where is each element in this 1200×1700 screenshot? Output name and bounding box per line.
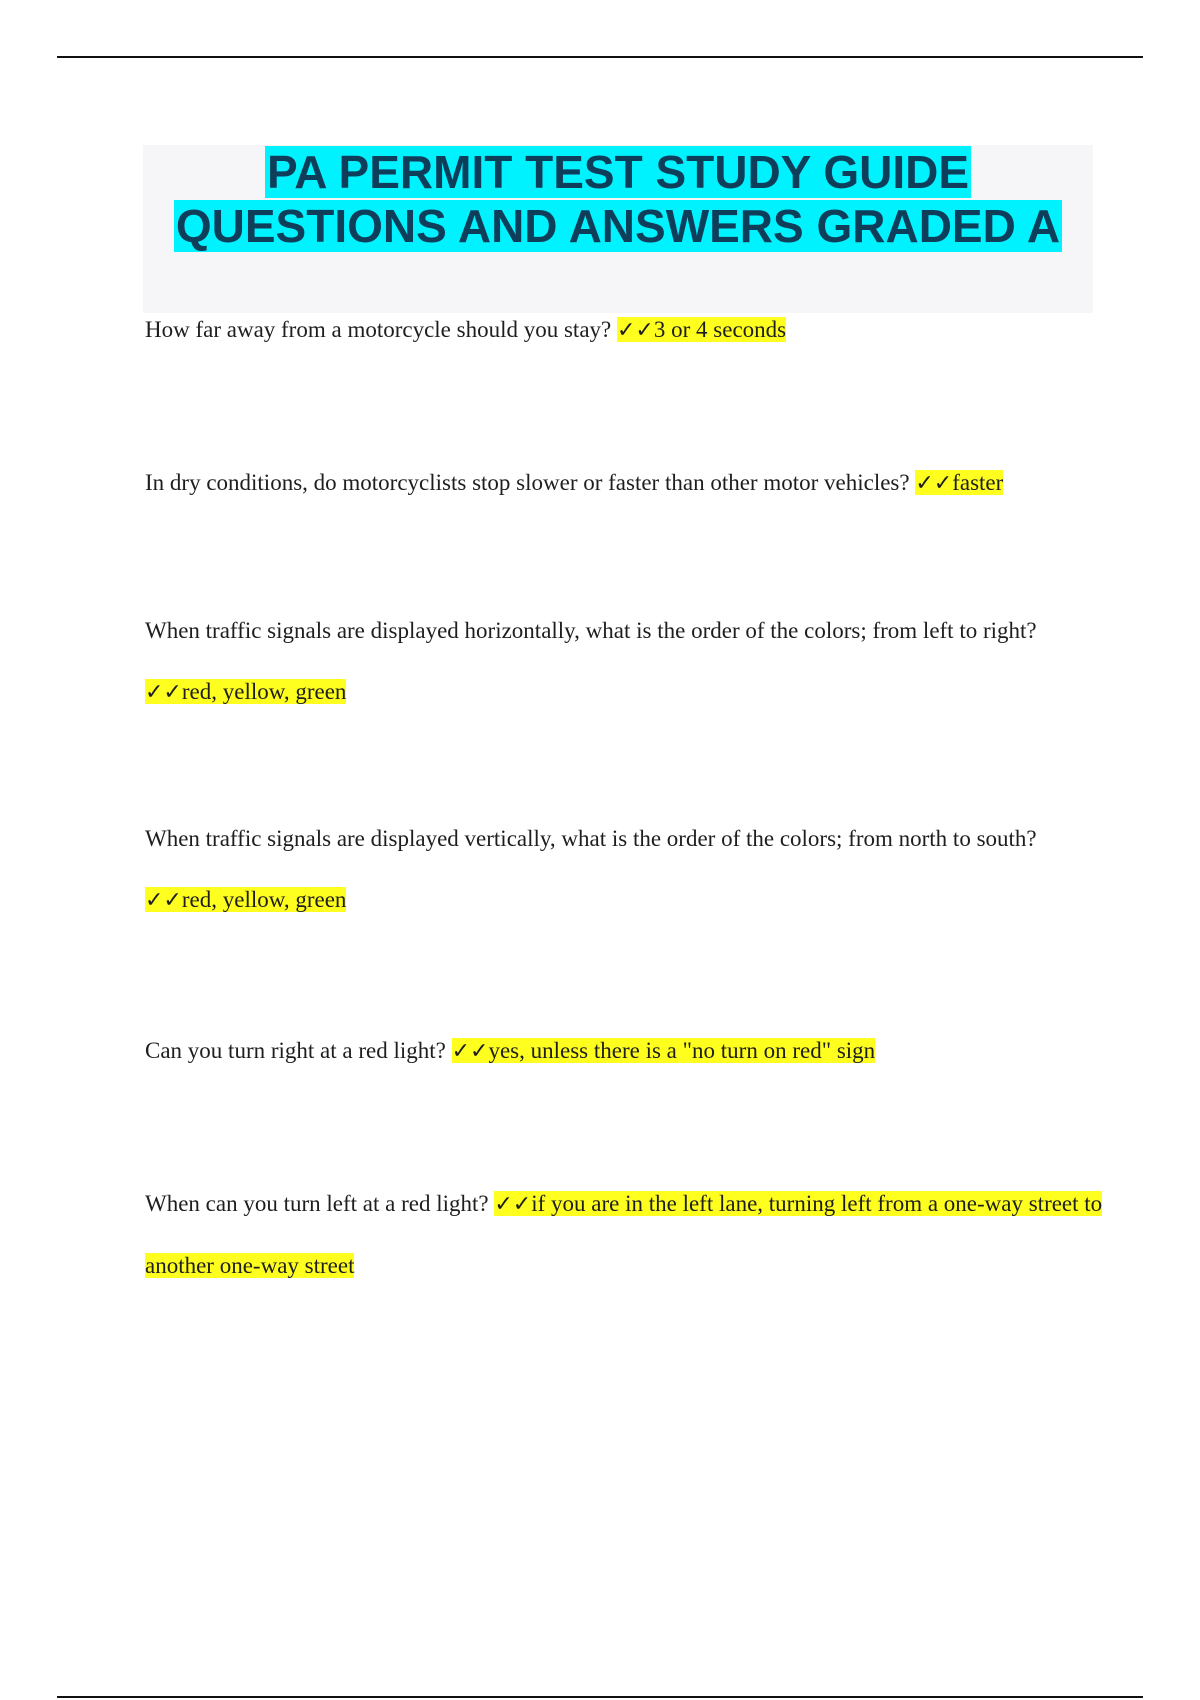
qa-item-3: [145, 600, 1105, 723]
title-block: [143, 145, 1093, 313]
answer-highlight: [915, 470, 1003, 495]
question-text: When traffic signals are displayed horizontally, what is the order of the colors; from left to right?: [145, 618, 1037, 643]
answer-text: 3 or 4 seconds: [653, 317, 787, 342]
qa-item-4: [145, 808, 1105, 931]
answer-highlight: [452, 1038, 876, 1063]
question-text: How far away from a motorcycle should you stay?: [145, 317, 617, 342]
answer-text: yes, unless there is a "no turn on red" sign: [488, 1038, 876, 1063]
check-mark-icon: ✓✓: [451, 1039, 489, 1064]
top-rule: [57, 56, 1143, 58]
check-mark-icon: ✓✓: [145, 888, 182, 913]
check-mark-icon: ✓✓: [494, 1192, 532, 1217]
answer-highlight: [145, 679, 346, 704]
check-mark-icon: ✓✓: [915, 471, 953, 496]
check-mark-icon: ✓✓: [617, 318, 654, 343]
qa-item-6: [145, 1173, 1105, 1296]
question-text: Can you turn right at a red light?: [145, 1038, 452, 1063]
bottom-rule: [57, 1696, 1143, 1698]
answer-text: if you are in the left lane, turning left from a one-way street to another one-way street: [145, 1191, 1103, 1278]
answer-text: red, yellow, green: [181, 887, 347, 912]
title-line-2: QUESTIONS AND ANSWERS GRADED A: [175, 200, 1061, 252]
qa-item-1: [145, 299, 1105, 361]
question-text: In dry conditions, do motorcyclists stop slower or faster than other motor vehicles?: [145, 470, 916, 495]
question-text: When traffic signals are displayed vertically, what is the order of the colors; from north to south?: [145, 826, 1037, 851]
answer-highlight: [145, 887, 346, 912]
qa-item-5: [145, 1020, 1105, 1082]
document-title: [143, 145, 1093, 253]
answer-text: faster: [952, 470, 1004, 495]
question-text: When can you turn left at a red light?: [145, 1191, 495, 1216]
answer-text: red, yellow, green: [181, 679, 347, 704]
title-line-1: PA PERMIT TEST STUDY GUIDE: [267, 146, 969, 198]
qa-item-2: [145, 452, 1105, 514]
answer-highlight: [617, 317, 786, 342]
check-mark-icon: ✓✓: [145, 680, 182, 705]
